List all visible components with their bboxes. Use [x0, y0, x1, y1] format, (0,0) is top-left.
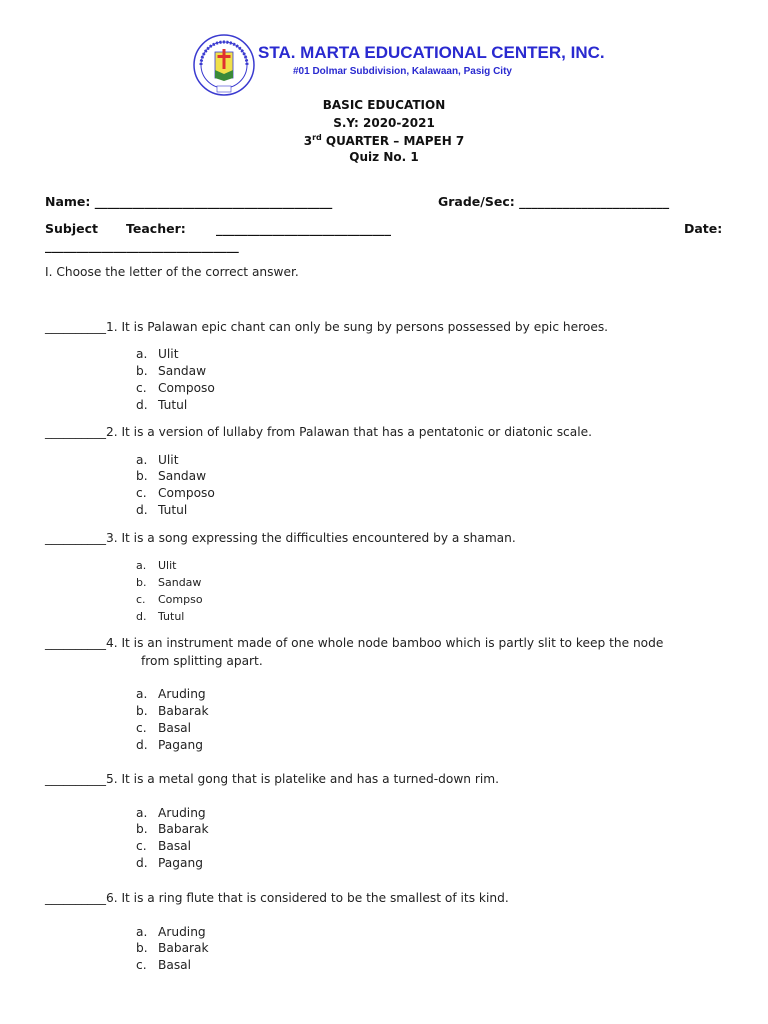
- school-logo-seal: [193, 34, 255, 96]
- option-item: c. Basal: [136, 721, 192, 735]
- teacher-field[interactable]: ____________________________: [216, 221, 391, 236]
- option-item: c. Composo: [136, 486, 215, 500]
- header-school-year: S.Y: 2020-2021: [333, 116, 435, 130]
- date-label: Date:: [684, 221, 723, 236]
- option-item: b. Babarak: [136, 704, 209, 718]
- option-item: b. Sandaw: [136, 576, 202, 589]
- option-item: d. Tutul: [136, 503, 188, 517]
- option-item: c. Compso: [136, 593, 203, 606]
- teacher-label: Teacher:: [126, 221, 186, 236]
- question-6: __________6. It is a ring flute that is considered to be the smallest of its kind.: [45, 891, 509, 905]
- option-item: c. Basal: [136, 958, 192, 972]
- option-item: b. Sandaw: [136, 364, 207, 378]
- option-item: a. Aruding: [136, 806, 206, 820]
- question-3: __________3. It is a song expressing the difficulties encountered by a shaman.: [45, 531, 516, 545]
- school-name: STA. MARTA EDUCATIONAL CENTER, INC.: [258, 43, 605, 62]
- option-item: a. Aruding: [136, 687, 206, 701]
- question-4-continued: from splitting apart.: [141, 654, 263, 668]
- question-4: __________4. It is an instrument made of one whole node bamboo which is partly slit to keep the node: [45, 636, 664, 650]
- option-item: d. Tutul: [136, 610, 185, 623]
- grade-section-field[interactable]: Grade/Sec: ________________________: [438, 194, 670, 209]
- option-item: d. Pagang: [136, 856, 203, 870]
- subject-label: Subject: [45, 221, 98, 236]
- quarter-suffix: rd: [312, 133, 322, 142]
- option-item: b. Babarak: [136, 941, 209, 955]
- quarter-number: 3: [303, 134, 313, 148]
- question-1: __________1. It is Palawan epic chant can only be sung by persons possessed by epic heroes.: [45, 320, 609, 334]
- school-address: #01 Dolmar Subdivision, Kalawaan, Pasig City: [293, 66, 512, 77]
- date-field[interactable]: _______________________________: [45, 238, 239, 253]
- option-item: a. Ulit: [136, 347, 179, 361]
- option-item: b. Babarak: [136, 822, 209, 836]
- question-5: __________5. It is a metal gong that is platelike and has a turned-down rim.: [45, 772, 500, 786]
- option-item: b. Sandaw: [136, 469, 207, 483]
- option-item: a. Ulit: [136, 559, 177, 572]
- option-item: d. Pagang: [136, 738, 203, 752]
- header-quarter: [0, 133, 768, 148]
- header-basic-education: BASIC EDUCATION: [322, 98, 446, 112]
- option-item: c. Basal: [136, 839, 192, 853]
- option-item: a. Aruding: [136, 925, 206, 939]
- option-item: c. Composo: [136, 381, 215, 395]
- quarter-subject: QUARTER – MAPEH 7: [321, 134, 465, 148]
- header-quiz-number: Quiz No. 1: [349, 150, 419, 164]
- instructions: I. Choose the letter of the correct answer.: [45, 265, 299, 279]
- question-2: __________2. It is a version of lullaby from Palawan that has a pentatonic or diatonic scale.: [45, 425, 592, 439]
- option-item: d. Tutul: [136, 398, 188, 412]
- option-item: a. Ulit: [136, 453, 179, 467]
- name-field[interactable]: Name: ______________________________________: [45, 194, 333, 209]
